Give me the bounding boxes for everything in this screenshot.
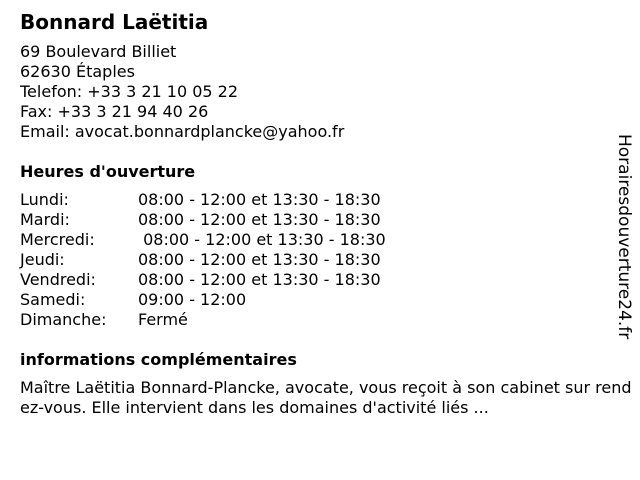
day-hours: 08:00 - 12:00 et 13:30 - 18:30 <box>138 250 381 269</box>
opening-hours-title: Heures d'ouverture <box>20 162 196 181</box>
day-label: Dimanche: <box>20 310 107 329</box>
day-hours: 08:00 - 12:00 et 13:30 - 18:30 <box>138 230 386 249</box>
address-line-1: 69 Boulevard Billiet <box>20 42 177 61</box>
address-line-2: 62630 Étaples <box>20 62 135 81</box>
day-hours: 08:00 - 12:00 et 13:30 - 18:30 <box>138 190 381 209</box>
hours-row-thursday <box>20 250 620 270</box>
email-address: Email: avocat.bonnardplancke@yahoo.fr <box>20 122 345 141</box>
hours-row-sunday <box>20 310 620 330</box>
watermark <box>612 134 636 346</box>
opening-hours-table <box>20 190 620 330</box>
additional-info-text: Maître Laëtitia Bonnard-Plancke, avocate, vous reçoit à son cabinet sur rendez-vous. Elle intervient dans les domaines d'activité liés ... <box>20 378 632 417</box>
day-label: Lundi: <box>20 190 69 209</box>
phone-number: Telefon: +33 3 21 10 05 22 <box>20 82 239 101</box>
additional-info-title: informations complémentaires <box>20 350 297 369</box>
fax-number: Fax: +33 3 21 94 40 26 <box>20 102 209 121</box>
day-label: Jeudi: <box>20 250 65 269</box>
business-name: Bonnard Laëtitia <box>20 10 209 34</box>
hours-row-saturday <box>20 290 620 310</box>
watermark-text: Horairesdouverture24.fr <box>614 134 634 340</box>
day-label: Samedi: <box>20 290 86 309</box>
hours-row-monday <box>20 190 620 210</box>
hours-row-friday <box>20 270 620 290</box>
day-hours: 09:00 - 12:00 <box>138 290 247 309</box>
day-label: Mardi: <box>20 210 70 229</box>
day-hours: 08:00 - 12:00 et 13:30 - 18:30 <box>138 270 381 289</box>
day-label: Vendredi: <box>20 270 96 289</box>
hours-row-tuesday <box>20 210 620 230</box>
day-label: Mercredi: <box>20 230 95 249</box>
day-hours: Fermé <box>138 310 188 329</box>
hours-row-wednesday <box>20 230 620 250</box>
day-hours: 08:00 - 12:00 et 13:30 - 18:30 <box>138 210 381 229</box>
